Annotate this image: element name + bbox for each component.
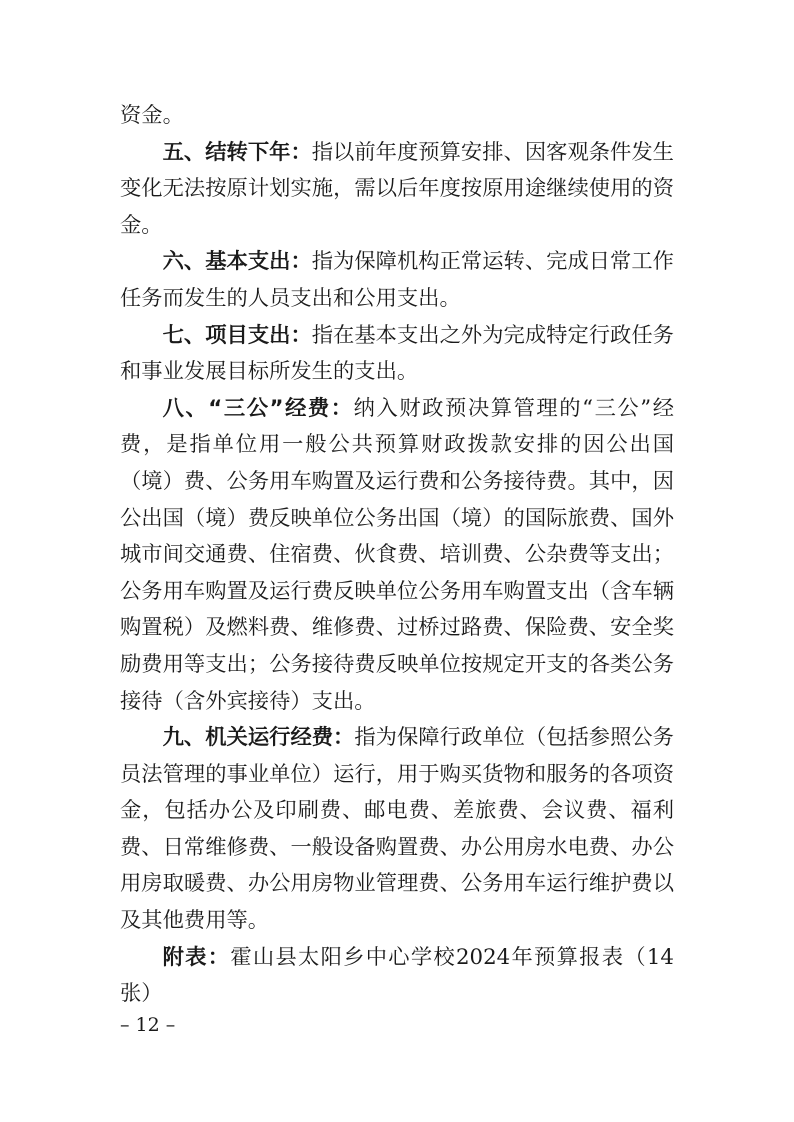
attachment-body: 霍山县太阳乡中心学校2024年预算报表（14张）	[120, 944, 674, 1007]
section-7-heading: 七、项目支出：	[162, 322, 312, 348]
section-8-body: 纳入财政预决算管理的“三公”经费，是指单位用一般公共预算财政拨款安排的因公出国（境）费、公务用车购置及运行费和公务接待费。其中，因公出国（境）费反映单位公务出国（境）的国际旅费、国外城市间交通费、住宿费、伙食费、培训费、公杂费等支出；公务用车购置及运行费反映单位公务用车购置支出（含车辆购置税）及燃料费、维修费、过桥过路费、保险费、安全奖励费用等支出；公务接待费反映单位按规定开支的各类公务接待（含外宾接待）支出。	[120, 395, 674, 714]
section-8-paragraph	[120, 391, 674, 720]
section-9-heading: 九、机关运行经费：	[162, 725, 355, 751]
attachment-heading: 附表：	[162, 944, 231, 970]
section-5-paragraph	[120, 135, 674, 245]
section-5-heading: 五、结转下年：	[162, 139, 312, 165]
section-9-paragraph	[120, 720, 674, 940]
section-8-heading: 八、“三公”经费：	[162, 395, 354, 421]
section-6-heading: 六、基本支出：	[162, 249, 312, 275]
section-5-body: 指以前年度预算安排、因客观条件发生变化无法按原计划实施，需以后年度按原用途继续使用的资金。	[120, 139, 674, 238]
section-6-paragraph	[120, 244, 674, 317]
section-7-paragraph	[120, 318, 674, 391]
body-text	[120, 98, 674, 1013]
continued-paragraph: 资金。	[120, 103, 184, 128]
page-number: – 12 –	[120, 1014, 176, 1036]
section-6-body: 指为保障机构正常运转、完成日常工作任务而发生的人员支出和公用支出。	[120, 249, 674, 311]
attachment-paragraph	[120, 940, 674, 1013]
section-9-body: 指为保障行政单位（包括参照公务员法管理的事业单位）运行，用于购买货物和服务的各项资金，包括办公及印刷费、邮电费、差旅费、会议费、福利费、日常维修费、一般设备购置费、办公用房水电费、办公用房取暖费、办公用房物业管理费、公务用车运行维护费以及其他费用等。	[120, 725, 674, 934]
section-7-body: 指在基本支出之外为完成特定行政任务和事业发展目标所发生的支出。	[120, 322, 674, 385]
